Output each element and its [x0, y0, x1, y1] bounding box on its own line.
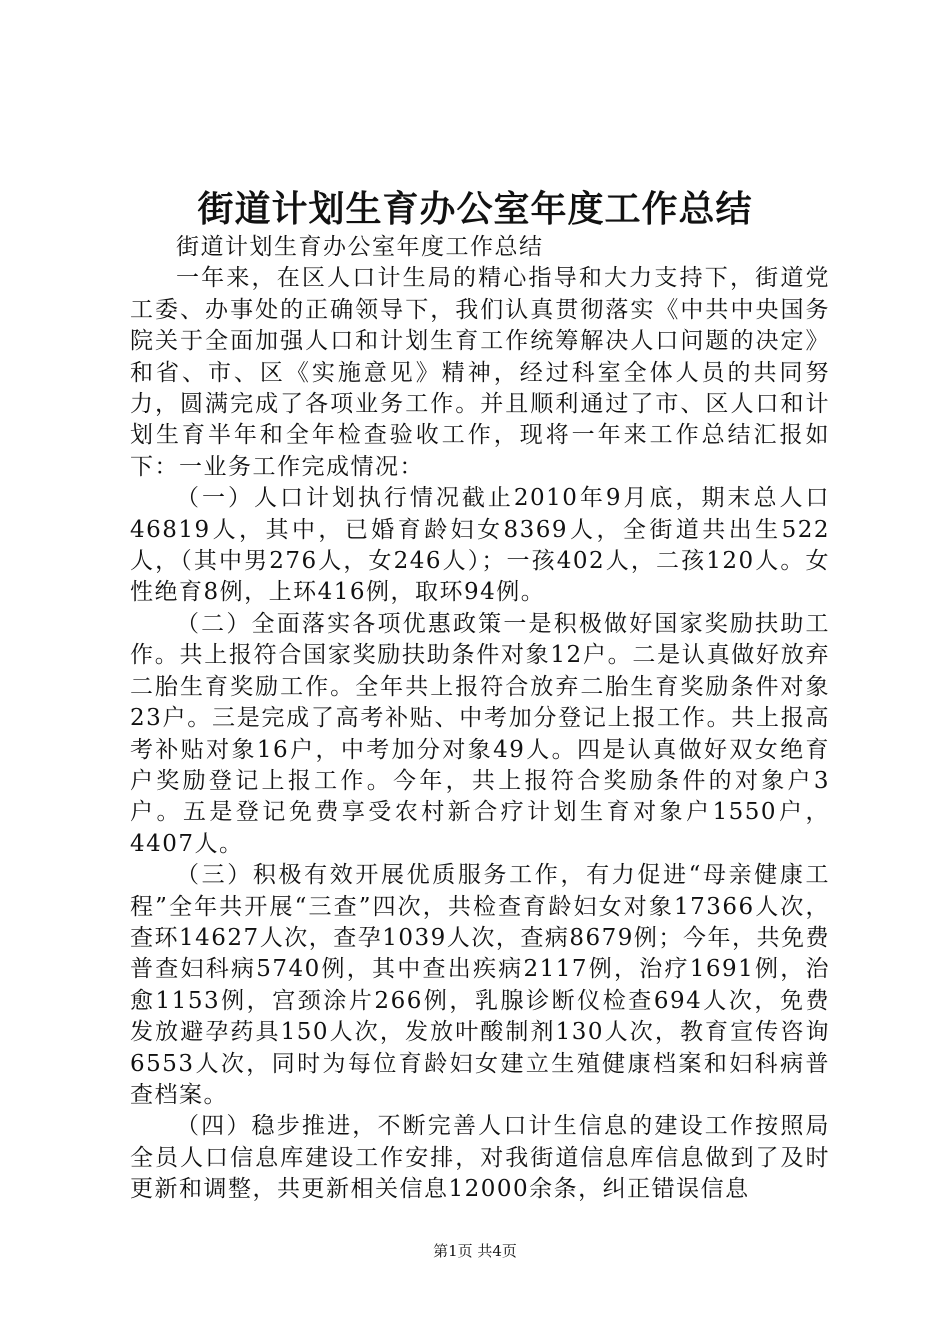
paragraph-intro: 一年来，在区人口计生局的精心指导和大力支持下，街道党工委、办事处的正确领导下，我们认真贯彻落实《中共中央国务院关于全面加强人口和计划生育工作统筹解决人口问题的决定》和省、市、区《实施意见》精神，经过科室全体人员的共同努力，圆满完成了各项业务工作。并且顺利通过了市、区人口和计划生育半年和全年检查验收工作，现将一年来工作总结汇报如下：一业务工作完成情况：	[130, 265, 830, 480]
paragraph-section-2: （二）全面落实各项优惠政策一是积极做好国家奖励扶助工作。共上报符合国家奖励扶助条件对象12户。二是认真做好放弃二胎生育奖励工作。全年共上报符合放弃二胎生育奖励条件对象23户。三是完成了高考补贴、中考加分登记上报工作。共上报高考补贴对象16户，中考加分对象49人。四是认真做好双女绝育户奖励登记上报工作。今年，共上报符合奖励条件的对象户3户。五是登记免费享受农村新合疗计划生育对象户1550户，4407人。	[130, 610, 830, 857]
document-body	[130, 232, 830, 1206]
paragraph-section-4: （四）稳步推进，不断完善人口计生信息的建设工作按照局全员人口信息库建设工作安排，对我街道信息库信息做到了及时更新和调整，共更新相关信息12000余条，纠正错误信息	[130, 1113, 830, 1203]
paragraph-subtitle: 街道计划生育办公室年度工作总结	[176, 234, 544, 260]
page-number-footer: 第1页 共4页	[433, 1242, 517, 1260]
paragraph-section-1: （一）人口计划执行情况截止2010年9月底，期末总人口46819人，其中，已婚育龄妇女8369人，全街道共出生522人，（其中男276人，女246人）；一孩402人，二孩120人。女性绝育8例，上环416例，取环94例。	[130, 485, 830, 606]
paragraph-section-3: （三）积极有效开展优质服务工作，有力促进“母亲健康工程”全年共开展“三查”四次，共检查育龄妇女对象17366人次，查环14627人次，查孕1039人次，查病8679例；今年，共免费普查妇科病5740例，其中查出疾病2117例，治疗1691例，治愈1153例，宫颈涂片266例，乳腺诊断仪检查694人次，免费发放避孕药具150人次，发放叶酸制剂130人次，教育宣传咨询6553人次，同时为每位育龄妇女建立生殖健康档案和妇科病普查档案。	[130, 862, 830, 1108]
document-title: 街道计划生育办公室年度工作总结	[197, 188, 753, 230]
